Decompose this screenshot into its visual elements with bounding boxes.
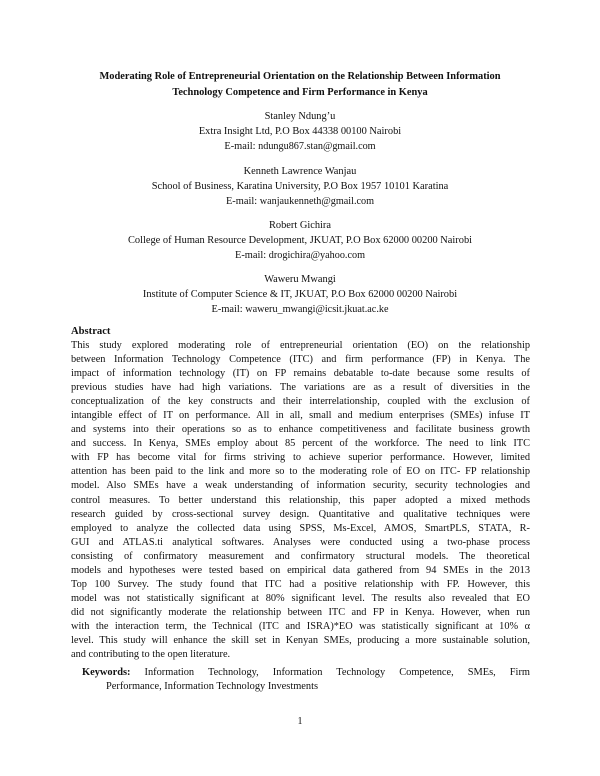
abstract-line: consisting of confirmatory measurement and confirmatory structural models. The theoretical (71, 550, 530, 562)
abstract-line: intangible effect of IT on performance. All in all, small and medium enterprises (SMEs) infuse IT (71, 410, 530, 422)
author-name: Kenneth Lawrence Wanjau (243, 166, 357, 177)
abstract-line: previous studies have had high variations. The variations are as a result of diversities in the (71, 382, 530, 394)
title-line: Technology Competence and Firm Performance in Kenya (172, 87, 428, 98)
abstract-heading: Abstract (71, 326, 111, 337)
author-block (60, 164, 540, 209)
abstract-line: and contributing to the open literature. (71, 649, 231, 661)
author-affiliation: School of Business, Karatina University, P.O Box 1957 10101 Karatina (151, 181, 449, 192)
keywords-text: Information Technology, Information Technology Competence, SMEs, Firm (144, 667, 530, 678)
abstract-line: This study explored moderating role of entrepreneurial orientation (EO) on the relationship (71, 340, 530, 351)
author-name: Waweru Mwangi (264, 274, 336, 285)
email-label: E-mail: (234, 250, 267, 261)
author-email-line (60, 302, 540, 317)
author-block (60, 218, 540, 263)
abstract-line: level. This study will enhance the skill set in Kenyan SMEs, producing a more sustainable solution, (71, 634, 530, 646)
abstract-line: model. Also SMEs have a weak understanding of information security, security technologies and (71, 480, 530, 492)
page-number: 1 (297, 716, 303, 727)
author-email: waweru_mwangi@icsit.jkuat.ac.ke (245, 304, 389, 315)
abstract-line: model was not statistically significant at 80% significant level. The results also revealed that EO (71, 592, 530, 604)
abstract-line: with the interaction term, the Technical (ITC and ISRA)*EO was statistically significant at 10% α (71, 620, 530, 632)
abstract-line: impact of information technology (IT) on FP remains debatable to-date because some results of (71, 368, 530, 380)
keywords-line (82, 666, 530, 680)
author-email-line (60, 248, 540, 263)
abstract-line: between Information Technology Competence (ITC) and firm performance (FP) in Kenya. The (71, 354, 530, 366)
abstract-line: GUI and ATLAS.ti analytical softwares. Analyses were conducted using a two-phase process (71, 536, 530, 548)
email-label: E-mail: (225, 196, 258, 207)
email-label: E-mail: (224, 141, 256, 152)
author-email: ndungu867.stan@gmail.com (258, 141, 376, 152)
abstract-line: models and hypotheses were tested based on empirical data gathered from 94 SMEs in the 2013 (71, 564, 530, 576)
author-email-line (60, 194, 540, 209)
author-affiliation: Extra Insight Ltd, P.O Box 44338 00100 Nairobi (198, 126, 402, 137)
author-email: wanjaukenneth@gmail.com (259, 196, 375, 207)
abstract-line: control measures. To better understand this relationship, this paper adopted a mixed methods (71, 494, 530, 506)
abstract-line: employed to analyze the collected data using SPSS, Ms-Excel, AMOS, SmartPLS, STATA, R- (71, 522, 530, 534)
abstract-line: conceptualization of the key constructs and their interrelationship, coupled with the exclusion of (71, 396, 530, 408)
abstract-line: did not significantly moderate the relationship between ITC and FP in Kenya. However, when run (71, 606, 530, 618)
abstract-line: and success. In Kenya, SMEs employ about 85 percent of the workforce. The need to link ITC (71, 438, 530, 450)
author-name: Stanley Ndung’u (264, 111, 336, 122)
abstract-line: research guided by cross-sectional survey design. Quantitative and qualitative techniques were (71, 508, 530, 520)
paper-title (60, 69, 540, 101)
author-affiliation: Institute of Computer Science & IT, JKUAT, P.O Box 62000 00200 Nairobi (142, 289, 458, 300)
keywords-label: Keywords: (82, 667, 131, 678)
abstract-line: and systems into their operations so as to enhance competitiveness and facilitate business growth (71, 424, 530, 436)
keywords-block (82, 666, 530, 694)
keywords-continuation: Performance, Information Technology Investments (106, 681, 319, 692)
abstract-line: Top 100 Survey. The study found that ITC had a positive relationship with FP. However, this (71, 578, 530, 590)
author-block (60, 109, 540, 154)
abstract-line: attention has been paid to the link and more so to the moderating role of EO on ITC- FP relationship (71, 466, 530, 478)
author-name: Robert Gichira (268, 220, 332, 231)
title-line: Moderating Role of Entrepreneurial Orientation on the Relationship Between Information (99, 71, 501, 82)
author-email-line (60, 139, 540, 154)
abstract-body (71, 339, 530, 662)
email-label: E-mail: (211, 304, 243, 315)
abstract-line: with FP has become vital for firms striving to achieve superior performance. However, limited (71, 452, 530, 464)
author-email: drogichira@yahoo.com (268, 250, 365, 261)
author-block (60, 272, 540, 317)
author-affiliation: College of Human Resource Development, JKUAT, P.O Box 62000 00200 Nairobi (127, 235, 473, 246)
